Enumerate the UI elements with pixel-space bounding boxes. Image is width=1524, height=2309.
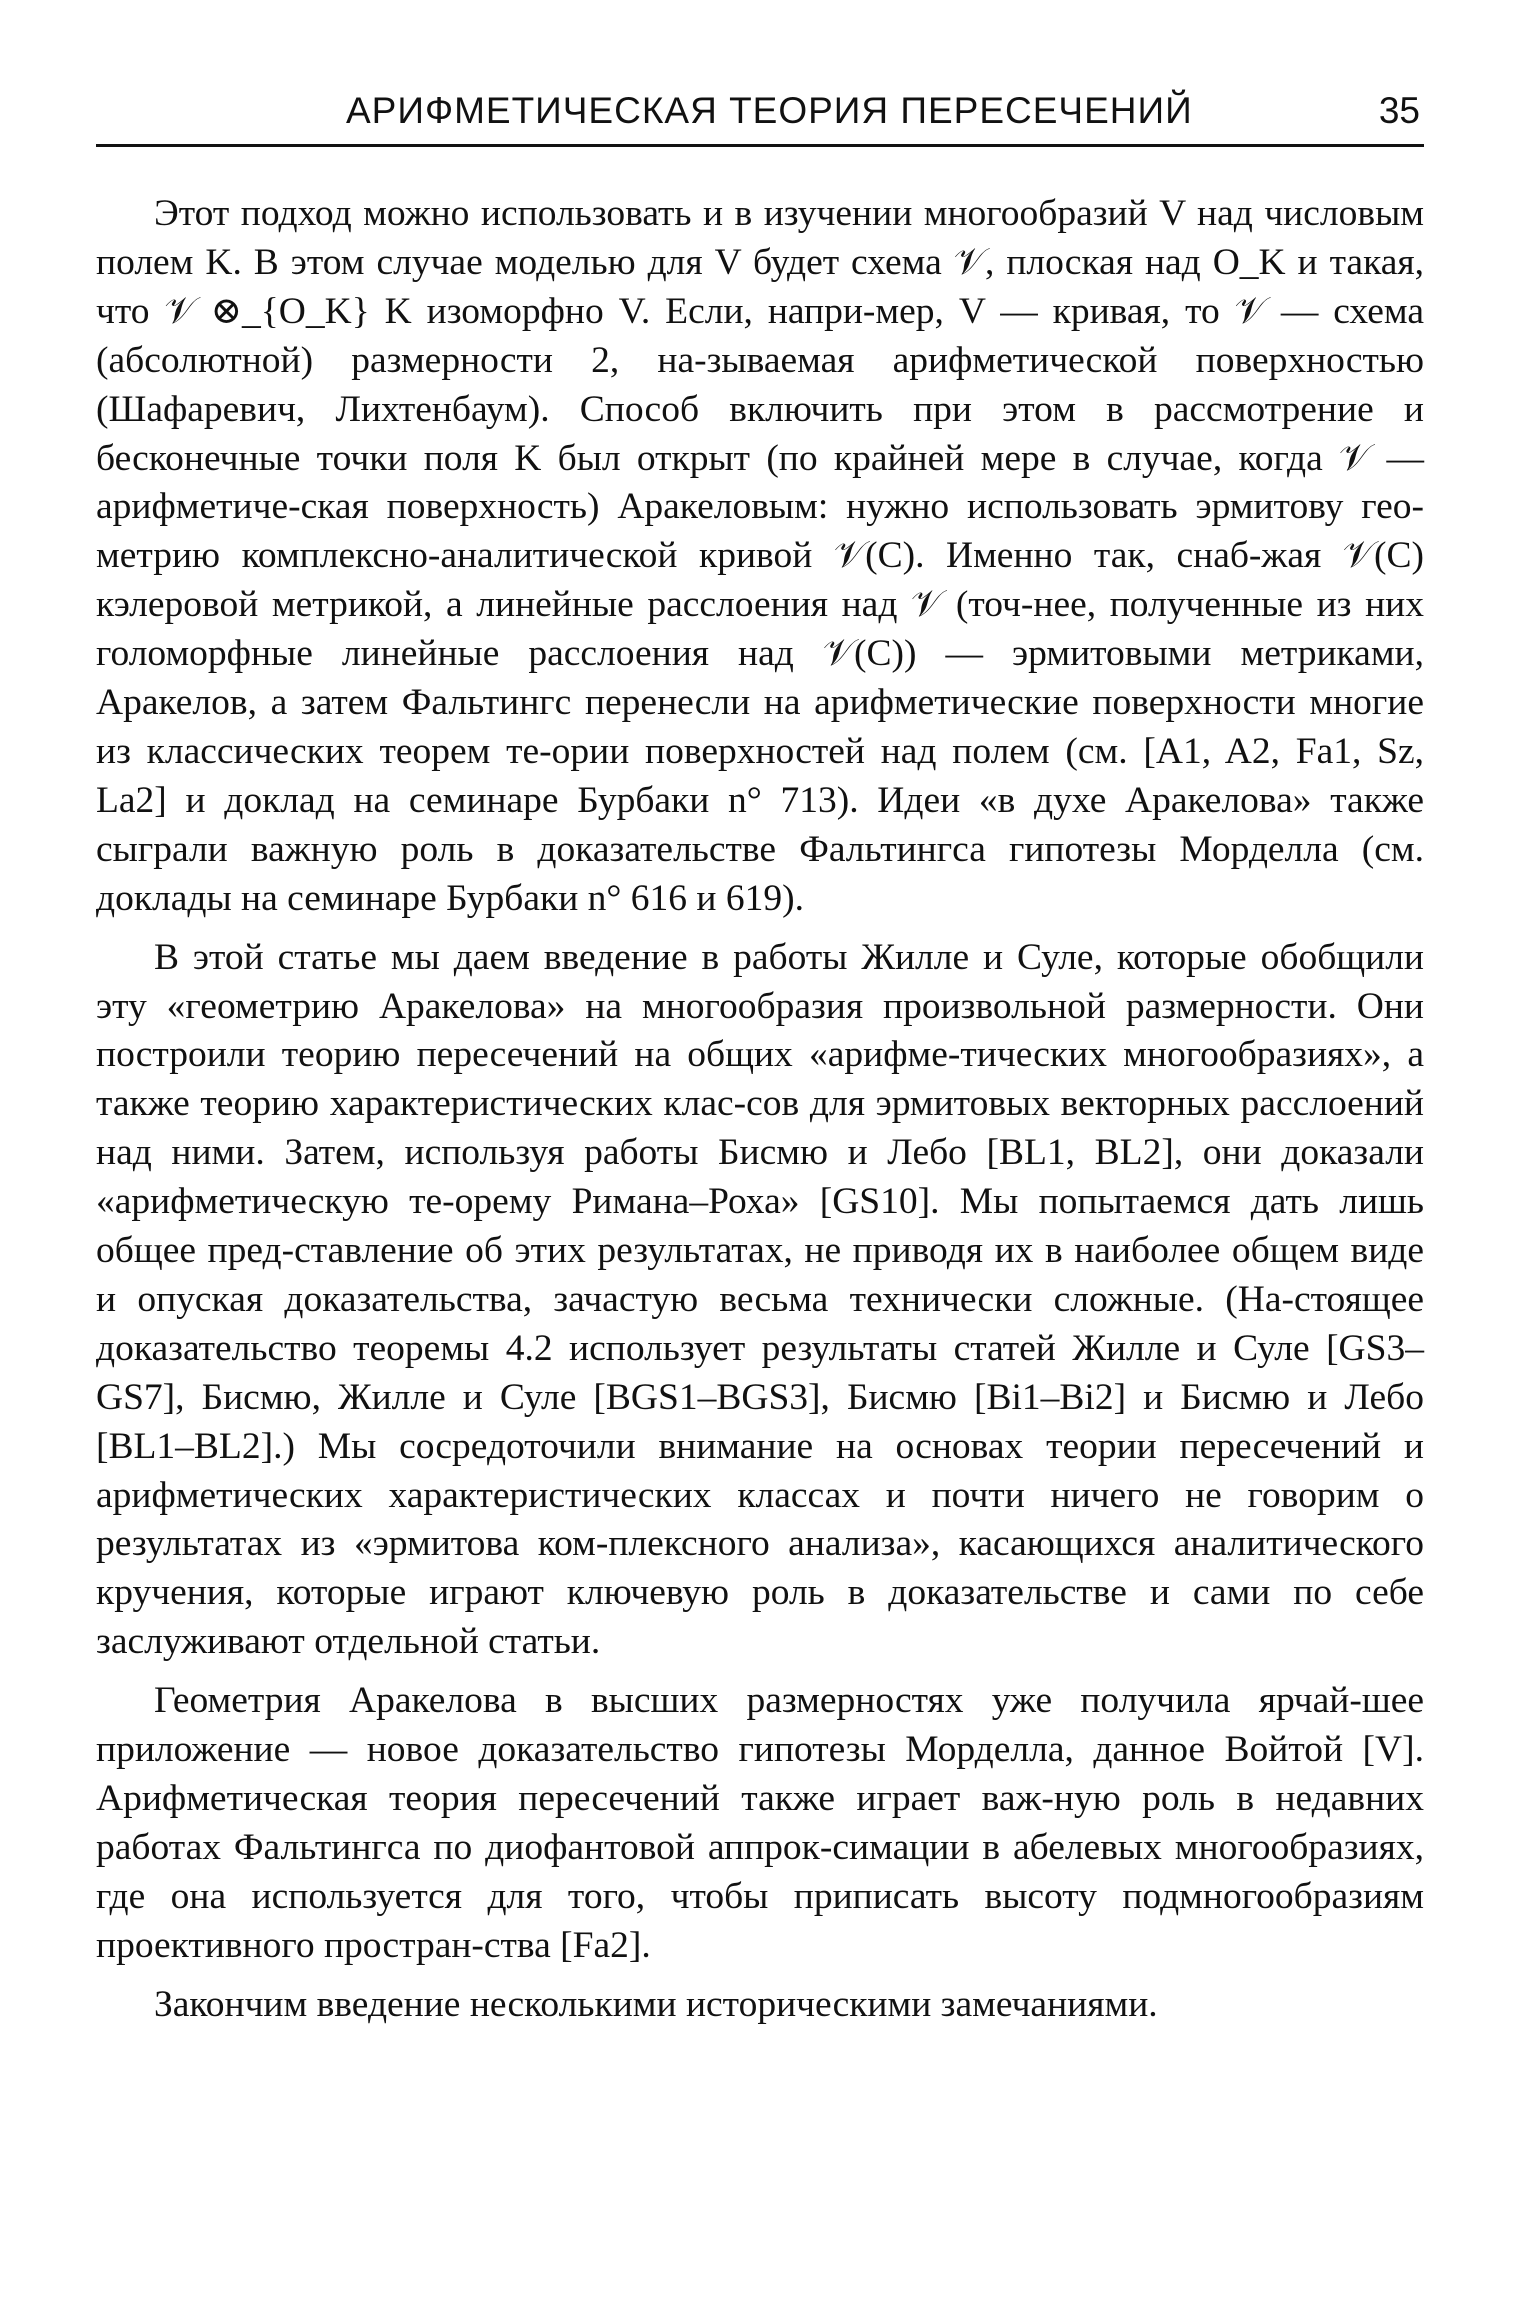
running-header <box>96 88 1424 147</box>
text-line: важную роль в доказательстве Фальтингса гипотезы Морделла (см. <box>250 828 1424 870</box>
running-head-title: АРИФМЕТИЧЕСКАЯ ТЕОРИЯ ПЕРЕСЕЧЕНИЙ <box>346 90 1193 131</box>
text-line: орему Римана–Роха» [GS10]. Мы попытаемся дать лишь общее пред- <box>96 1181 1424 1272</box>
paragraph-2 <box>96 934 1424 1668</box>
body-text <box>96 190 1424 2040</box>
text-line: Войтой [V]. Арифметическая теория пересечений также играет важ- <box>96 1729 1424 1819</box>
text-line: ории поверхностей над полем (см. [A1, A2, Fa1, Sz, La2] и доклад на <box>96 730 1424 821</box>
paragraph-4 <box>96 1981 1424 2030</box>
text-line: K был открыт (по крайней мере в случае, когда 𝒱 — арифметиче- <box>96 437 1425 528</box>
text-line: мер, V — кривая, то 𝒱 — схема (абсолютной) размерности 2, на- <box>96 290 1424 381</box>
text-line: ставление об этих результатах, не приводя их в наиболее общем виде <box>294 1230 1425 1272</box>
text-line: классах и почти ничего не говорим о результатах из «эрмитова ком- <box>96 1474 1424 1565</box>
text-line: Этот подход можно использовать и в изучении многообразий V <box>154 193 1198 234</box>
text-line: шее приложение — новое доказательство гипотезы Морделла, данное <box>96 1680 1424 1771</box>
text-line: размерности. Они построили теорию пересечений на общих «арифме- <box>96 985 1424 1076</box>
text-line: Жилле и Суле [GS3–GS7], Бисмю, Жилле и Суле [BGS1–BGS3], Бисмю <box>96 1327 1424 1418</box>
text-line: ства [Fa2]. <box>483 1924 651 1966</box>
text-line: ную роль в недавних работах Фальтингса по диофантовой аппрок- <box>96 1778 1424 1868</box>
text-line: стоящее доказательство теоремы 4.2 использует результаты статей <box>96 1278 1424 1369</box>
text-line: работы Бисмю и Лебо [BL1, BL2], они доказали «арифметическую те- <box>96 1132 1424 1223</box>
text-line: [Bi1–Bi2] и Бисмю и Лебо [BL1–BL2].) Мы сосредоточили внимание на <box>96 1376 1424 1467</box>
text-line: зываемая арифметической поверхностью (Шафаревич, Лихтенбаум). <box>96 339 1424 430</box>
text-line: ская поверхность) Аракеловым: нужно использовать эрмитову гео- <box>300 486 1424 528</box>
page-number: 35 <box>1378 90 1420 131</box>
text-line: симации в абелевых многообразиях, где она используется для того, <box>96 1826 1424 1917</box>
text-line: В этой статье мы даем введение в работы Жилле и Суле, которые <box>154 936 1261 978</box>
text-line: жая 𝒱(C) кэлеровой метрикой, а линейные расслоения над 𝒱 (точ- <box>96 535 1424 626</box>
paragraph-3 <box>96 1677 1424 1970</box>
text-line: тических многообразиях», а также теорию характеристических клас- <box>96 1034 1424 1125</box>
text-line: Закончим введение несколькими историческими замечаниями. <box>154 1983 1158 2025</box>
text-line: обобщили эту «геометрию Аракелова» на многообразия произвольной <box>96 936 1424 1027</box>
text-line: нее, полученные из них голоморфные линейные расслоения над 𝒱(C)) <box>96 584 1424 675</box>
text-line: над числовым полем K. В этом случае моделью для V будет схема 𝒱, <box>96 193 1424 283</box>
text-line: сов для эрмитовых векторных расслоений над ними. Затем, используя <box>96 1083 1425 1174</box>
text-line: основах теории пересечений и арифметических характеристических <box>96 1425 1424 1516</box>
text-line: отдельной статьи. <box>314 1621 601 1663</box>
text-line: играют ключевую роль в доказательстве и сами по себе заслуживают <box>96 1572 1425 1663</box>
text-line: Геометрия Аракелова в высших размерностях уже получила ярчай- <box>154 1680 1362 1722</box>
text-line: и опуская доказательства, зачастую весьма технически сложные. (На- <box>96 1278 1294 1320</box>
text-line: — эрмитовыми метриками, Аракелов, а затем Фальтингс перенесли <box>96 633 1424 724</box>
text-line: на арифметические поверхности многие из классических теорем те- <box>96 682 1424 772</box>
paragraph-1 <box>96 190 1424 924</box>
text-line: семинаре Бурбаки n° 713). Идеи «в духе Аракелова» также сыграли <box>96 779 1424 870</box>
text-line: чтобы приписать высоту подмногообразиям проективного простран- <box>96 1875 1424 1966</box>
text-line: метрию комплексно-аналитической кривой 𝒱(C). Именно так, снаб- <box>96 535 1262 577</box>
text-line: доклады на семинаре Бурбаки n° 616 и 619). <box>96 877 804 919</box>
text-line: Способ включить при этом в рассмотрение и бесконечные точки поля <box>96 388 1424 479</box>
text-line: плексного анализа», касающихся аналитического кручения, которые <box>96 1523 1424 1614</box>
text-line: плоская над O_K и такая, что 𝒱 ⊗_{O_K} K изоморфно V. Если, напри- <box>96 241 1424 332</box>
